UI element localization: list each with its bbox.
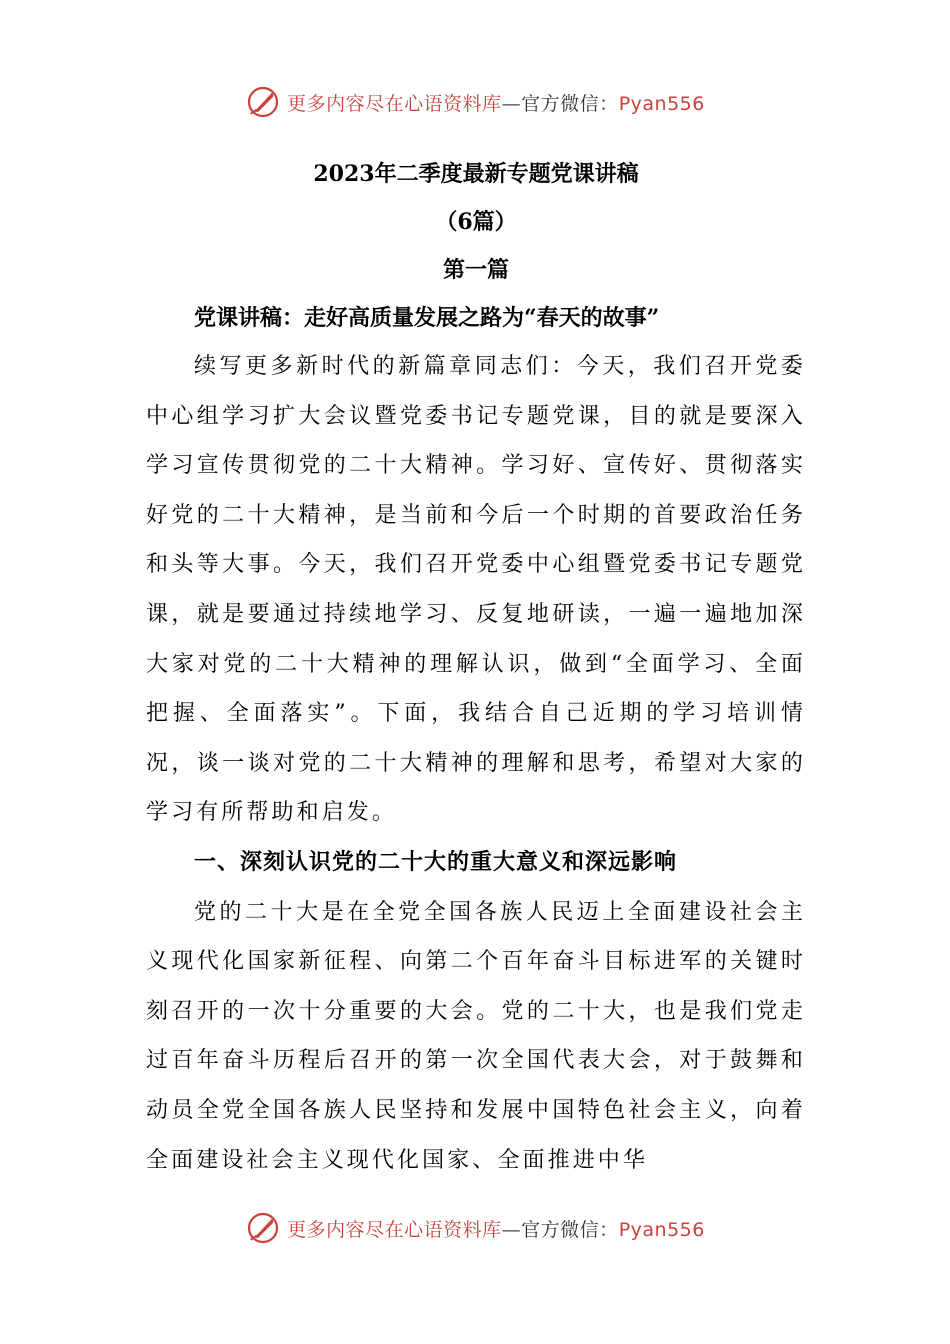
watermark-dash: —: [501, 92, 522, 115]
watermark-prefix: 官方微信：: [521, 92, 619, 115]
document-count: （6篇）: [435, 209, 517, 235]
document-body: [146, 150, 806, 1185]
paragraph-section-1: 党的二十大是在全党全国各族人民迈上全面建设社会主义现代化国家新征程、向第二个百年奋斗目标进军的关键时刻召开的一次十分重要的大会。党的二十大，也是我们党走过百年奋斗历程后召开的第一次全国代表大会，对于鼓舞和动员全党全国各族人民坚持和发展中国特色社会主义，向着全面建设社会主义现代化国家、全面推进中华: [146, 899, 806, 1173]
quill-pen-icon: [245, 1210, 281, 1246]
section-heading: 一、深刻认识党的二十大的重大意义和深远影响: [194, 848, 678, 875]
watermark-main: 更多内容尽在心语资料库: [287, 92, 502, 115]
footer-watermark: [0, 1208, 950, 1248]
quill-pen-icon: [245, 84, 281, 120]
header-watermark: [0, 82, 950, 122]
watermark-prefix: 官方微信：: [521, 1218, 619, 1241]
watermark-main: 更多内容尽在心语资料库: [287, 1218, 502, 1241]
chapter-heading: 第一篇: [442, 257, 509, 283]
watermark-dash: —: [501, 1218, 522, 1241]
paragraph-intro: 续写更多新时代的新篇章同志们：今天，我们召开党委中心组学习扩大会议暨党委书记专题党课，目的就是要深入学习宣传贯彻党的二十大精神。学习好、宣传好、贯彻落实好党的二十大精神，是当前和今后一个时期的首要政治任务和头等大事。今天，我们召开党委中心组暨党委书记专题党课，就是要通过持续地学习、反复地研读，一遍一遍地加深大家对党的二十大精神的理解认识，做到“全面学习、全面把握、全面落实”。下面，我结合自己近期的学习培训情况，谈一谈对党的二十大精神的理解和思考，希望对大家的学习有所帮助和启发。: [146, 354, 806, 826]
watermark-wechat-id: Pyan556: [618, 92, 705, 115]
watermark-wechat-id: Pyan556: [618, 1218, 705, 1241]
lesson-title: 党课讲稿：走好高质量发展之路为“春天的故事”: [194, 305, 660, 331]
watermark-text: [287, 1215, 705, 1242]
watermark-text: [287, 89, 705, 116]
document-title: 2023年二季度最新专题党课讲稿: [313, 161, 639, 187]
